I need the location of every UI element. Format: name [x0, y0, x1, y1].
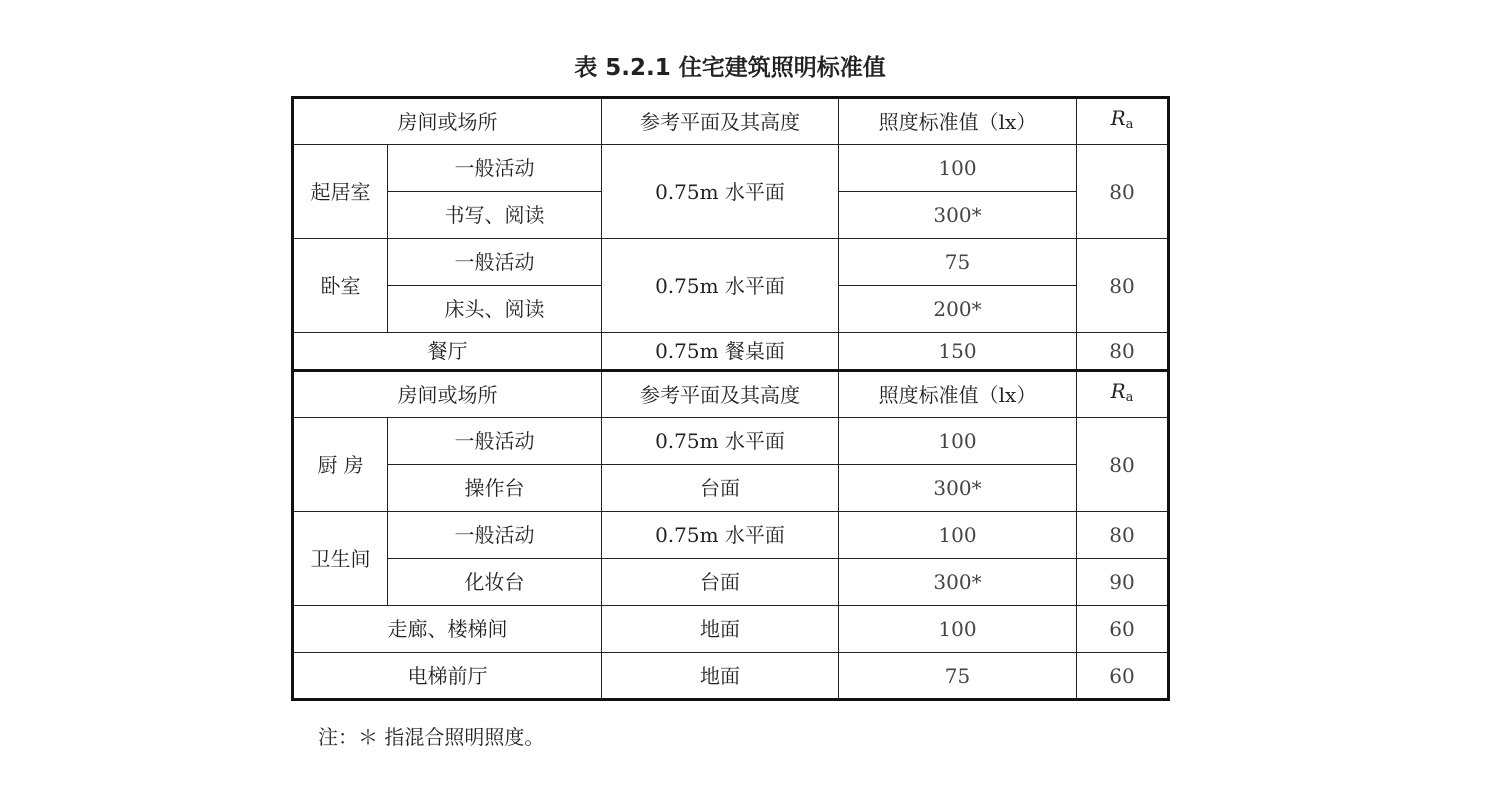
room-living: 起居室: [293, 145, 388, 239]
lux-cell: 100: [839, 145, 1077, 192]
table-row: [293, 559, 1169, 606]
lux-cell: 300*: [839, 559, 1077, 606]
subactivity-cell: 化妆台: [388, 559, 602, 606]
lighting-standard-table: [291, 96, 1170, 701]
room-kitchen: 厨 房: [293, 418, 388, 512]
table-row: [293, 145, 1169, 192]
ra-cell: 80: [1077, 418, 1169, 512]
room-dining: 餐厅: [293, 333, 602, 371]
subactivity-cell: 一般活动: [388, 239, 602, 286]
lux-cell: 150: [839, 333, 1077, 371]
plane-cell: 0.75m 水平面: [602, 512, 839, 559]
subactivity-cell: 书写、阅读: [388, 192, 602, 239]
plane-cell: 0.75m 餐桌面: [602, 333, 839, 371]
table-note: 注：＊ 指混合照明照度。: [318, 725, 545, 749]
plane-cell: 地面: [602, 606, 839, 653]
room-elevator-lobby: 电梯前厅: [293, 653, 602, 700]
header-ra: [1077, 371, 1169, 418]
room-bedroom: 卧室: [293, 239, 388, 333]
subactivity-cell: 一般活动: [388, 145, 602, 192]
ra-symbol: R: [1110, 379, 1126, 403]
lux-cell: 75: [839, 239, 1077, 286]
plane-cell: 地面: [602, 653, 839, 700]
ra-subscript: a: [1125, 117, 1134, 132]
header-place: 房间或场所: [293, 98, 602, 145]
table-row: [293, 333, 1169, 371]
table-row: [293, 653, 1169, 700]
header-plane: 参考平面及其高度: [602, 371, 839, 418]
table-title: 表 5.2.1 住宅建筑照明标准值: [574, 55, 886, 81]
ra-subscript: a: [1125, 390, 1134, 405]
ra-cell: 80: [1077, 512, 1169, 559]
subactivity-cell: 一般活动: [388, 512, 602, 559]
table-row: [293, 606, 1169, 653]
plane-cell: 0.75m 水平面: [602, 239, 839, 333]
room-bathroom: 卫生间: [293, 512, 388, 606]
header-ra: [1077, 98, 1169, 145]
plane-cell: 台面: [602, 559, 839, 606]
table-row: [293, 465, 1169, 512]
ra-cell: 80: [1077, 333, 1169, 371]
subactivity-cell: 一般活动: [388, 418, 602, 465]
ra-cell: 60: [1077, 606, 1169, 653]
lux-cell: 100: [839, 606, 1077, 653]
ra-cell: 60: [1077, 653, 1169, 700]
lux-cell: 75: [839, 653, 1077, 700]
lux-cell: 300*: [839, 192, 1077, 239]
lux-cell: 100: [839, 512, 1077, 559]
lux-cell: 300*: [839, 465, 1077, 512]
header-plane: 参考平面及其高度: [602, 98, 839, 145]
table-row: [293, 239, 1169, 286]
plane-cell: 0.75m 水平面: [602, 145, 839, 239]
header-place: 房间或场所: [293, 371, 602, 418]
header-lux: 照度标准值（lx）: [839, 98, 1077, 145]
subactivity-cell: 操作台: [388, 465, 602, 512]
lux-cell: 200*: [839, 286, 1077, 333]
room-corridor: 走廊、楼梯间: [293, 606, 602, 653]
header-lux: 照度标准值（lx）: [839, 371, 1077, 418]
ra-cell: 80: [1077, 239, 1169, 333]
ra-cell: 90: [1077, 559, 1169, 606]
table-header-row-repeat: [293, 371, 1169, 418]
plane-cell: 0.75m 水平面: [602, 418, 839, 465]
subactivity-cell: 床头、阅读: [388, 286, 602, 333]
ra-cell: 80: [1077, 145, 1169, 239]
plane-cell: 台面: [602, 465, 839, 512]
table-header-row: [293, 98, 1169, 145]
table-row: [293, 418, 1169, 465]
table-row: [293, 512, 1169, 559]
lux-cell: 100: [839, 418, 1077, 465]
ra-symbol: R: [1110, 106, 1126, 130]
